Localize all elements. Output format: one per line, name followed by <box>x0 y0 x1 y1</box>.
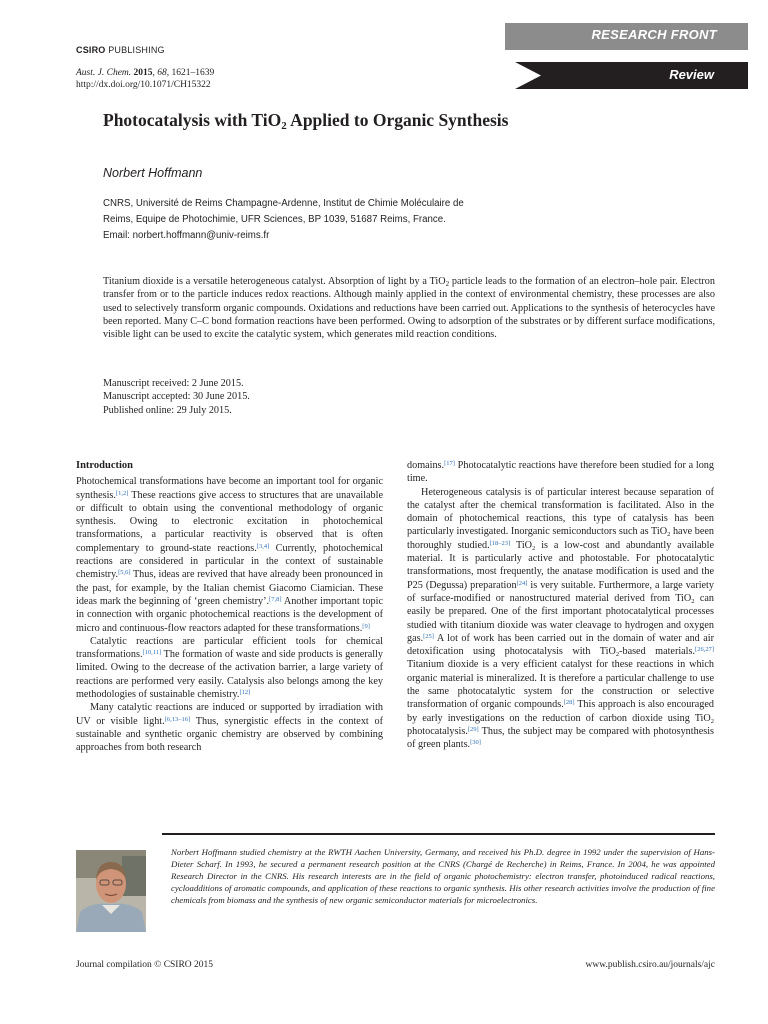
body-column-left <box>76 459 383 755</box>
reference-link[interactable]: [12] <box>239 689 251 697</box>
abstract: Titanium dioxide is a versatile heterogeneous catalyst. Absorption of light by a TiO$_2$ particle leads to the formation of an electron–hole pair. Electron transfer from or to the particle induces redox reactions. Although mainly applied in the context of environmental chemistry, these processes are also used to selectively transform organic compounds. Oxidations and reductions have been carried out. Applications to the synthesis of heterocycles have been reported. Many C–C bond formation reactions have been performed. Owing to adsorption of the substrates or by different surface modifications, visible light can be used to excite the catalytic system, which generates mild reaction conditions. <box>103 276 715 341</box>
article-title: Photocatalysis with TiO$_2$ Applied to Organic Synthesis <box>103 110 509 132</box>
reference-link[interactable]: [3,4] <box>256 542 270 550</box>
author-name: Norbert Hoffmann <box>103 166 203 180</box>
reference-link[interactable]: [6,13–16] <box>164 715 191 723</box>
section-heading: Introduction <box>76 460 133 471</box>
reference-link[interactable]: [7,8] <box>269 595 282 603</box>
publisher-bold: CSIRO <box>76 45 106 55</box>
reference-link[interactable]: [26,27] <box>695 646 714 654</box>
journal-year: 2015 <box>133 68 153 78</box>
paragraph: Many catalytic reactions are induced or supported by irradiation with UV or visible light.[6,13–16] Thus, synergistic effects in the context of sustainable and synthetic organic chemistry are observed by combining approaches from both research <box>76 702 383 754</box>
journal-abbrev: Aust. J. Chem. <box>76 68 132 78</box>
author-email[interactable]: Email: norbert.hoffmann@univ-reims.fr <box>103 229 270 241</box>
paragraph: Heterogeneous catalysis is of particular interest because separation of the catalyst after the chemical transformation is facilitated. Also in the domain of photochemical reactions, this type of catalysis has been particularly investigated. Inorganic semiconductors such as TiO$_2$ have been thoroughly studied.[18–23] TiO$_2$ is a low-cost and abundantly available material. It is particularly active and photostable. For photocatalytic transformations, most frequently, the anatase modification is used and the P25 (Degussa) preparation[24] is very suitable. Furthermore, a large variety of surface-modified or nanostructured material derived from TiO$_2$ can easily be prepared. One of the first important photocatalytical processes studied with titanium dioxide was water cleavage to hydrogen and oxygen gas.[25] A lot of work has been carried out in the domain of water and air detoxification using photocatalysis with TiO$_2$-based materials.[26,27] Titanium dioxide is a very efficient catalyst for these reactions in which organic material is mineralized. It is therefore a particular challenge to use the same photocatalytic system for the construction or selective transformation of organic compounds.[28] This approach is also encouraged by early investigations on the reduction of carbon dioxide using TiO$_2$ photocatalysis.[29] Thus, the subject may be compared with photosynthesis of green plants.[30] <box>407 486 715 751</box>
date-received: Manuscript received: 2 June 2015. <box>103 378 244 389</box>
footer-copyright: Journal compilation © CSIRO 2015 <box>76 960 214 970</box>
reference-link[interactable]: [9] <box>362 622 370 630</box>
reference-link[interactable]: [17] <box>444 460 455 467</box>
reference-link[interactable]: [30] <box>470 739 481 747</box>
date-published: Published online: 29 July 2015. <box>103 404 232 416</box>
reference-link[interactable]: [5,6] <box>118 569 131 577</box>
reference-link[interactable]: [29] <box>467 725 479 733</box>
author-photo <box>76 850 146 932</box>
publisher-rest: PUBLISHING <box>105 45 165 55</box>
affiliation-line-1: CNRS, Université de Reims Champagne-Ardenne, Institut de Chimie Moléculaire de <box>103 198 464 209</box>
reference-link[interactable]: [28] <box>563 699 575 707</box>
journal-volume: 68 <box>157 68 167 78</box>
reference-link[interactable]: [18–23] <box>489 539 511 547</box>
reference-link[interactable]: [10,11] <box>142 649 162 657</box>
author-affiliation <box>103 196 464 243</box>
bio-divider <box>162 833 715 835</box>
paragraph: domains.[17] Photocatalytic reactions have therefore been studied for a long time. <box>407 460 714 485</box>
reference-link[interactable]: [24] <box>516 579 528 587</box>
footer-journal-url[interactable]: www.publish.csiro.au/journals/ajc <box>585 960 715 970</box>
journal-pages: , 1621–1639 <box>166 68 215 78</box>
manuscript-dates <box>103 377 250 417</box>
body-column-right <box>407 459 714 752</box>
section-label: RESEARCH FRONT <box>591 27 717 42</box>
reference-link[interactable]: [1,2] <box>115 489 129 497</box>
citation-block: Aust. J. Chem. 2015, 68, 1621–1639 http://dx.doi.org/10.1071/CH15322 <box>76 68 215 90</box>
article-type-label: Review <box>669 67 714 82</box>
paragraph: Photochemical transformations have become an important tool for organic synthesis.[1,2] These reactions give access to structures that are unavailable or difficult to obtain using the conventional methodology of organic synthesis. Owing to electronic excitation in photochemical transformations, a particular reactivity is observed that is often complementary to ground-state reactions.[3,4] Currently, photochemical reactions are considered in particular in the context of sustainable chemistry.[5,6] Thus, ideas are revived that have already been pronounced in the past, for example, by the Italian chemist Giacomo Ciamician. These ideas mark the beginning of ‘green chemistry’.[7,8] Another important topic in connection with organic photochemical reactions is the development of micro and continuous-flow reactors adapted for these transformations.[9] <box>76 476 384 634</box>
paragraph: Catalytic reactions are particular efficient tools for chemical transformations.[10,11] The formation of waste and side products is generally limited. Owing to the decrease of the activation barrier, a large variety of reactions are performed very easily. Catalysis also belongs among the key methodologies of sustainable chemistry.[12] <box>76 635 383 701</box>
doi-link[interactable]: http://dx.doi.org/10.1071/CH15322 <box>76 80 211 90</box>
author-portrait-image <box>76 850 146 932</box>
author-biography: Norbert Hoffmann studied chemistry at the RWTH Aachen University, Germany, and received his Ph.D. degree in 1992 under the supervision of Hans-Dieter Scharf. In 1993, he secured a permanent research position at the CNRS (Chargé de Recherche) in Reims, France. In 2004, he was appointed Research Director in the CNRS. His research interests are in the field of organic photochemistry: electron transfer, photoinduced radical reactions, cycloadditions of aromatic compounds, and application of these reactions to organic synthesis. His other research activities involve the production of fine chemicals from biomass and the synthesis of new organic semiconductor materials for microelectronics. <box>171 847 715 906</box>
reference-link[interactable]: [25] <box>423 632 434 640</box>
affiliation-line-2: Reims, Equipe de Photochimie, UFR Sciences, BP 1039, 51687 Reims, France. <box>103 213 446 225</box>
date-accepted: Manuscript accepted: 30 June 2015. <box>103 391 250 403</box>
publisher-logo <box>76 45 165 55</box>
